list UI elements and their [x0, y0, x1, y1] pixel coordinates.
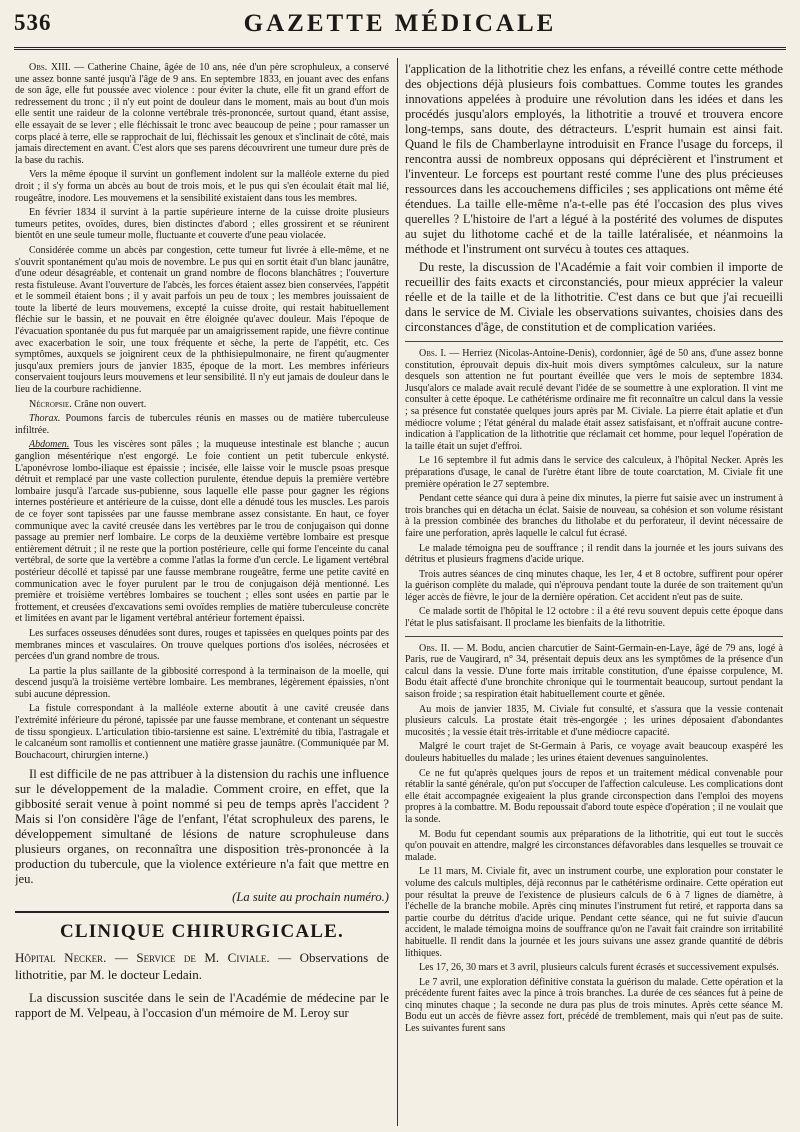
page-number: 536 [14, 10, 52, 35]
rule-1 [405, 341, 783, 342]
obs13-para-2: Vers la même époque il survint un gonflement indolent sur la malléole externe du pied droit ; il s'y forma un abcès au bout de trois mois, et le pus qui s'en écoulait était mal lié, rougeâtre, inodore. Les mouvemens et la sensibilité existaient dans tous les membres. [15, 169, 389, 204]
section-rule [15, 911, 389, 913]
section-title: CLINIQUE CHIRURGICALE. [60, 921, 344, 943]
obs13-para-1: Obs. XIII. — Catherine Chaine, âgée de 10 ans, née d'un père scrophuleux, a conservé une assez bonne santé jusqu'à l'âge de 9 ans. En septembre 1833, en jouant avec des enfans de son âge, elle fut poussée avec violence : pour éviter la chute, elle fit un grand effort de redressement du tronc ; il n'y eut point de douleur dans le moment, mais au bout d'un mois elle sentit une raideur de la colonne vertébrale très-prononcée, surtout quand, étant assise, elle essayait de se lever ; elle fléchissait le tronc avec beaucoup de peine ; pour ramasser un corps placé à terre, elle se rapprochait de lui, fléchissait les genoux et s'inclinait de côté, mais jamais directement en avant. C'est alors que ses parens découvrirent une tumeur dure près de la base du rachis. [15, 62, 389, 166]
journal-title: GAZETTE MÉDICALE [243, 10, 557, 37]
conclusion-block [15, 767, 389, 905]
obs2-para-3: Malgré le court trajet de St-Germain à Paris, ce voyage avait beaucoup exaspéré les douleurs habituelles du malade ; les urines étaient devenues sanguinolentes. [405, 741, 783, 764]
obs2-para-6: Le 11 mars, M. Civiale fit, avec un instrument courbe, une exploration pour constater le volume des calculs multiples, déjà reconnus par le cathétérisme ordinaire. Cette opération eut pour résultat la preuve de l'existence de plusieurs calculs de 6 à 7 lignes de diamètre, à l'échelle de la branche mobile. Après cinq minutes l'instrument fut retiré, et rapporta dans sa partie courbe du détritus d'acide urique. Pendant cette séance, qui ne fut suivie d'aucun accident, le malade témoigna moins de souffrance qu'on ne l'avait fait craindre son irritabilité habituelle. Il rendit dans la journée et les jours suivans une assez grande quantité de débris lithiques. [405, 866, 783, 959]
right-column [405, 62, 783, 1126]
abdomen-para: Abdomen. Tous les viscères sont pâles ; la muqueuse intestinale est blanche ; aucun ganglion mésentérique n'est engorgé. Le foie contient un petit tubercule enkysté. L'aponévrose lombo-iliaque est épaissie ; incisée, elle laisse voir le muscle psoas presque détruit et remplacé par une vaste collection purulente, étendue depuis la première vertèbre lombaire jusqu'à l'arcade sus-pubienne, sous laquelle elle passe pour gagner les régions internes postérieure et antérieure de la cuisse, dont elle a dénudé tous les muscles. Les parois de ce foyer sont tapissées par une fausse membrane assez consistante. En haut, ce foyer communique avec la cavité creusée dans les vertèbres par le trou de conjugaison qui donne passage au premier nerf lombaire. Le corps de la deuxième vertèbre lombaire est presque entièrement détruit ; il ne reste que la portion postérieure, celle qui forme l'enceinte du canal vertébral, de sorte que la vertèbre a comme l'atlas la forme d'un cercle. Le ligament vertébral postérieur décollé et tapissé par une fausse membrane rougeâtre, ferme une petite cavité en communication avec le foyer purulent par le trou de conjugaison déjà mentionné. Les première et troisième vertèbres lombaires se touchent ; elles sont usées en partie par le frottement, et creusées d'excavations semi ovoïdes remplies de matière tuberculeuse concrète et limitées en avant par le ligament vertébral antérieur fortement épaissi. [15, 439, 389, 625]
observation-2 [405, 643, 783, 1035]
necropsie-para: Nécropsie. Crâne non ouvert. [29, 398, 147, 410]
obs2-para-4: Ce ne fut qu'après quelques jours de repos et un traitement médical convenable pour rétablir la santé générale, qu'on put s'occuper de l'affection calculeuse. Les complications dont elle était accompagnée exigeaient la plus grande circonspection dans l'emploi des moyens propres à la combattre. M. Bodu repoussait d'abord toute espèce d'opération ; il ne voulait que la sonde. [405, 767, 783, 825]
thorax-para: Thorax. Poumons farcis de tubercules réunis en masses ou de matière tuberculeuse infiltrée. [15, 413, 389, 436]
necropsie-label: Nécropsie. [29, 398, 72, 410]
obs1-para-3: Pendant cette séance qui dura à peine dix minutes, la pierre fut saisie avec un instrument à trois branches qui en détacha un éclat. Saisie de nouveau, sa cohésion et son volume résistant à la pression combinée des branches du litholabe et du perforateur, il devint nécessaire de faire une perforation, après laquelle le calcul fut écrasé. [405, 493, 783, 539]
obs1-label: Obs. I. [419, 348, 447, 359]
post-para-3: La fistule correspondant à la malléole externe aboutit à une cavité creusée dans l'extrémité inférieure du péroné, tapissée par une fausse membrane, et contenant un séquestre de tissu spongieux. L'articulation tibio-tarsienne est saine. L'extrémité du tibia, l'astragale et le calcanéum sont ramollis et contiennent une matière grasse jaunâtre. (Communiquée par M. Bouchacourt, chirurgien interne.) [15, 703, 389, 761]
post-para-1: Les surfaces osseuses dénudées sont dures, rouges et tapissées en quelques points par des membranes minces et vasculaires. On trouve quelques portions d'os isolées, nécrosées et percées d'un grand nombre de trous. [15, 627, 389, 663]
left-column [15, 62, 389, 1126]
obs1-para-4: Le malade témoigna peu de souffrance ; il rendit dans la journée et les jours suivans des détritus et plusieurs fragmens d'acide urique. [405, 542, 783, 566]
intro-para-2: Du reste, la discussion de l'Académie a fait voir combien il importe de recueillir des faits exacts et circonstanciés, pour mieux apprécier la valeur réelle et de la taille et de la lithotritie. C'est dans ce but que j'ai recueilli dans le service de M. Civiale les observations suivantes, choisies dans des circonstances d'âge, de constitution et de complication variées. [405, 260, 783, 334]
observation-13 [15, 62, 389, 761]
obs2-label: Obs. II. [419, 642, 450, 654]
lithotritie-intro [405, 62, 783, 335]
page-header [14, 8, 786, 40]
post-para-2: La partie la plus saillante de la gibbosité correspond à la terminaison de la moelle, qui descend jusqu'à la troisième vertèbre lombaire. Les membranes, légèrement épaissies, n'ont subi aucune dépression. [15, 665, 389, 700]
obs1-para-2: Le 16 septembre il fut admis dans le service des calculeux, à l'hôpital Necker. Après les préparations d'usage, le canal de l'urètre étant libre de toute coarctation, M. Civiale fit une première opération le 27 septembre. [405, 455, 783, 490]
obs13-label: Obs. XIII. [29, 62, 71, 73]
obs13-para-4: Considérée comme un abcès par congestion, cette tumeur fut livrée à elle-même, et ne s'ouvrit spontanément qu'au mois de novembre. Le pus qui en sortit était d'un blanc jaunâtre, d'une odeur désagréable, et contenait un grand nombre de flocons blanchâtres ; l'ouverture resta fistuleuse. Avant l'ouverture de l'abcès, les forces étaient assez bien conservées, l'appétit et le sommeil étaient bons ; il y avait parfois un peu de toux ; les membres jouissaient de toute la liberté de leurs mouvemens, excepté la cuisse droite, qui restait habituellement fléchie sur le bassin, et ne pouvait en être éloignée qu'avec douleur. Mais l'époque de l'évacuation spontanée du pus fut marquée par un amaigrissement rapide, une fièvre continue avec exacerbation le soir, une toux fréquente et sèche, la perte de l'appétit, etc. Ces symptômes, auxquels se joignirent ceux de la phthisiepulmonaire, ne firent qu'augmenter jusqu'aux premiers jours de janvier 1835, époque de la mort. Les membres inférieurs conservaient toujours leurs mouvemens et leur sensibilité. Il n'y eut jamais de douleur dans le lieu de la courbure rachidienne. [15, 244, 389, 396]
hopital-heading [15, 949, 389, 983]
intro-para: La discussion suscitée dans le sein de l'Académie de médecine par le rapport de M. Velpeau, à l'occasion d'un mémoire de M. Leroy sur [15, 991, 389, 1021]
intro-continuation: l'application de la lithotritie chez les enfans, a réveillé contre cette méthode des objections déjà plusieurs fois combattues. Comme toutes les grandes innovations appelées à produire une révolution dans les idées et dans les procédés jusqu'alors employés, la lithotritie a trouvé et trouvera encore long-temps, sans doute, des détracteurs. L'esprit humain est ainsi fait. Quand le fils de Chamberlayne introduisit en France l'usage du forceps, il rencontra aussi de nombreux opposans qui déprécièrent et l'instrument et l'inventeur. Le forceps est pourtant resté comme l'une des plus précieuses ressources dans les accouchemens difficiles ; ses applications ont même été étendues. La taille elle-même n'a-t-elle pas été l'occasion des plus vives querelles ? L'histoire de l'art a légué à la postérité des volumes de disputes au sujet du lithotome caché et de la taille latéralisée, et néanmoins la méthode et l'instrument ont survécu à toutes ces attaques. [405, 62, 783, 256]
final-para-2: Le 7 avril, une exploration définitive constata la guérison du malade. Cette opération et la précédente furent faites avec la pince à trois branches. La durée de ces séances fut à peine de cinq minutes chaque ; la seconde ne dura pas plus de trois minutes. Après cette séance M. Bodu eut un accès de fièvre assez fort, précédé de tremblement, mais qui n'eut pas de suite. Les suivantes furent sans [405, 976, 783, 1035]
obs1-para-5: Trois autres séances de cinq minutes chaque, les 1er, 4 et 8 octobre, suffirent pour opérer la guérison complète du malade, qui n'éprouva pendant toute la durée de son traitement qu'un léger accès de fièvre, le jour de la dernière opération. Cet accident n'eut pas de suite. [405, 568, 783, 603]
conclusion-para: Il est difficile de ne pas attribuer à la distension du rachis une influence sur le développement de la maladie. Comment croire, en effet, que la gibbosité serait venue à point nommé si peu de temps après l'accident ? Mais si l'on considère l'âge de l'enfant, l'état scrophuleux des parens, le développement simultané de lésions de nature scrophuleuse dans plusieurs organes, on reconnaîtra une disposition très-prononcée à la production du tubercule, que la violence extérieure n'a fait que mettre en jeu. [15, 767, 389, 887]
hopital-label: Hôpital Necker. — Service de M. Civiale. [15, 950, 270, 966]
observation-1 [405, 348, 783, 630]
final-para-1: Les 17, 26, 30 mars et 3 avril, plusieurs calculs furent écrasés et successivement expulsés. [419, 962, 779, 974]
obs1-para-6: Ce malade sortit de l'hôpital le 12 octobre : il a été revu souvent depuis cette époque dans l'état le plus satisfaisant. Il proclame les bienfaits de la lithotritie. [405, 606, 783, 630]
thorax-label: Thorax. [29, 413, 61, 425]
obs1-para-1: Obs. I. — Herriez (Nicolas-Antoine-Denis), cordonnier, âgé de 50 ans, d'une assez bonne constitution, éprouvait depuis dix-huit mois divers symptômes calculeux, sur la nature desquels son attention ne fut pourtant éveillée que vers le mois de septembre 1834. Jusqu'alors ce malade avait reculé devant l'idée de se soumettre à une exploration. Il vint me consulter à cette époque. Le cathétérisme ordinaire me fit reconnaître un calcul dans la vessie ; sa présence fut constatée quelques jours après par M. Civiale. La pierre était aplatie et d'un médiocre volume ; l'état général du malade était assez satisfaisant, et n'offrait aucune contre-indication à l'application de la lithotritie que réclamait cet homme, pour lequel l'opération de la taille était un sujet d'effroi. [405, 348, 783, 452]
rule-2 [405, 636, 783, 637]
obs2-para-1: Obs. II. — M. Bodu, ancien charcutier de Saint-Germain-en-Laye, âgé de 79 ans, logé à Paris, rue de Vaugirard, n° 34, présentait depuis deux ans les symptômes de la présence d'un calcul dans la vessie. D'une forte mais irritable constitution, d'une épaisse corpulence, M. Bodu était affecté d'une bronchite chronique qui le tourmentait beaucoup, surtout pendant la saison froide ; sa respiration était habituellement courte et gênée. [405, 642, 783, 701]
suite-notice: (La suite au prochain numéro.) [232, 890, 389, 905]
obs2-para-5: M. Bodu fut cependant soumis aux préparations de la lithotritie, qui eut tout le succès qu'on pouvait en attendre, malgré les circonstances défavorables dans lesquelles se trouvait ce malade. [405, 828, 783, 863]
obs13-para-3: En février 1834 il survint à la partie supérieure interne de la cuisse droite plusieurs tumeurs petites, ovoïdes, dures, bien distinctes d'abord ; elles grossirent et se réunirent bientôt en une seule tumeur molle, fluctuante et couverte d'une peau violacée. [15, 207, 389, 242]
header-rule [14, 47, 786, 50]
obs2-para-2: Au mois de janvier 1835, M. Civiale fut consulté, et s'assura que la vessie contenait plusieurs calculs. La prostate était très-engorgée ; les urines déposaient d'abondantes mucosités ; la vessie était très-irritable et d'une médiocre capacité. [405, 703, 783, 738]
abdomen-label: Abdomen. [29, 439, 70, 451]
hopital-title: — Observations de lithotritie, par M. le docteur Ledain. [15, 950, 389, 983]
column-divider [397, 58, 398, 1126]
